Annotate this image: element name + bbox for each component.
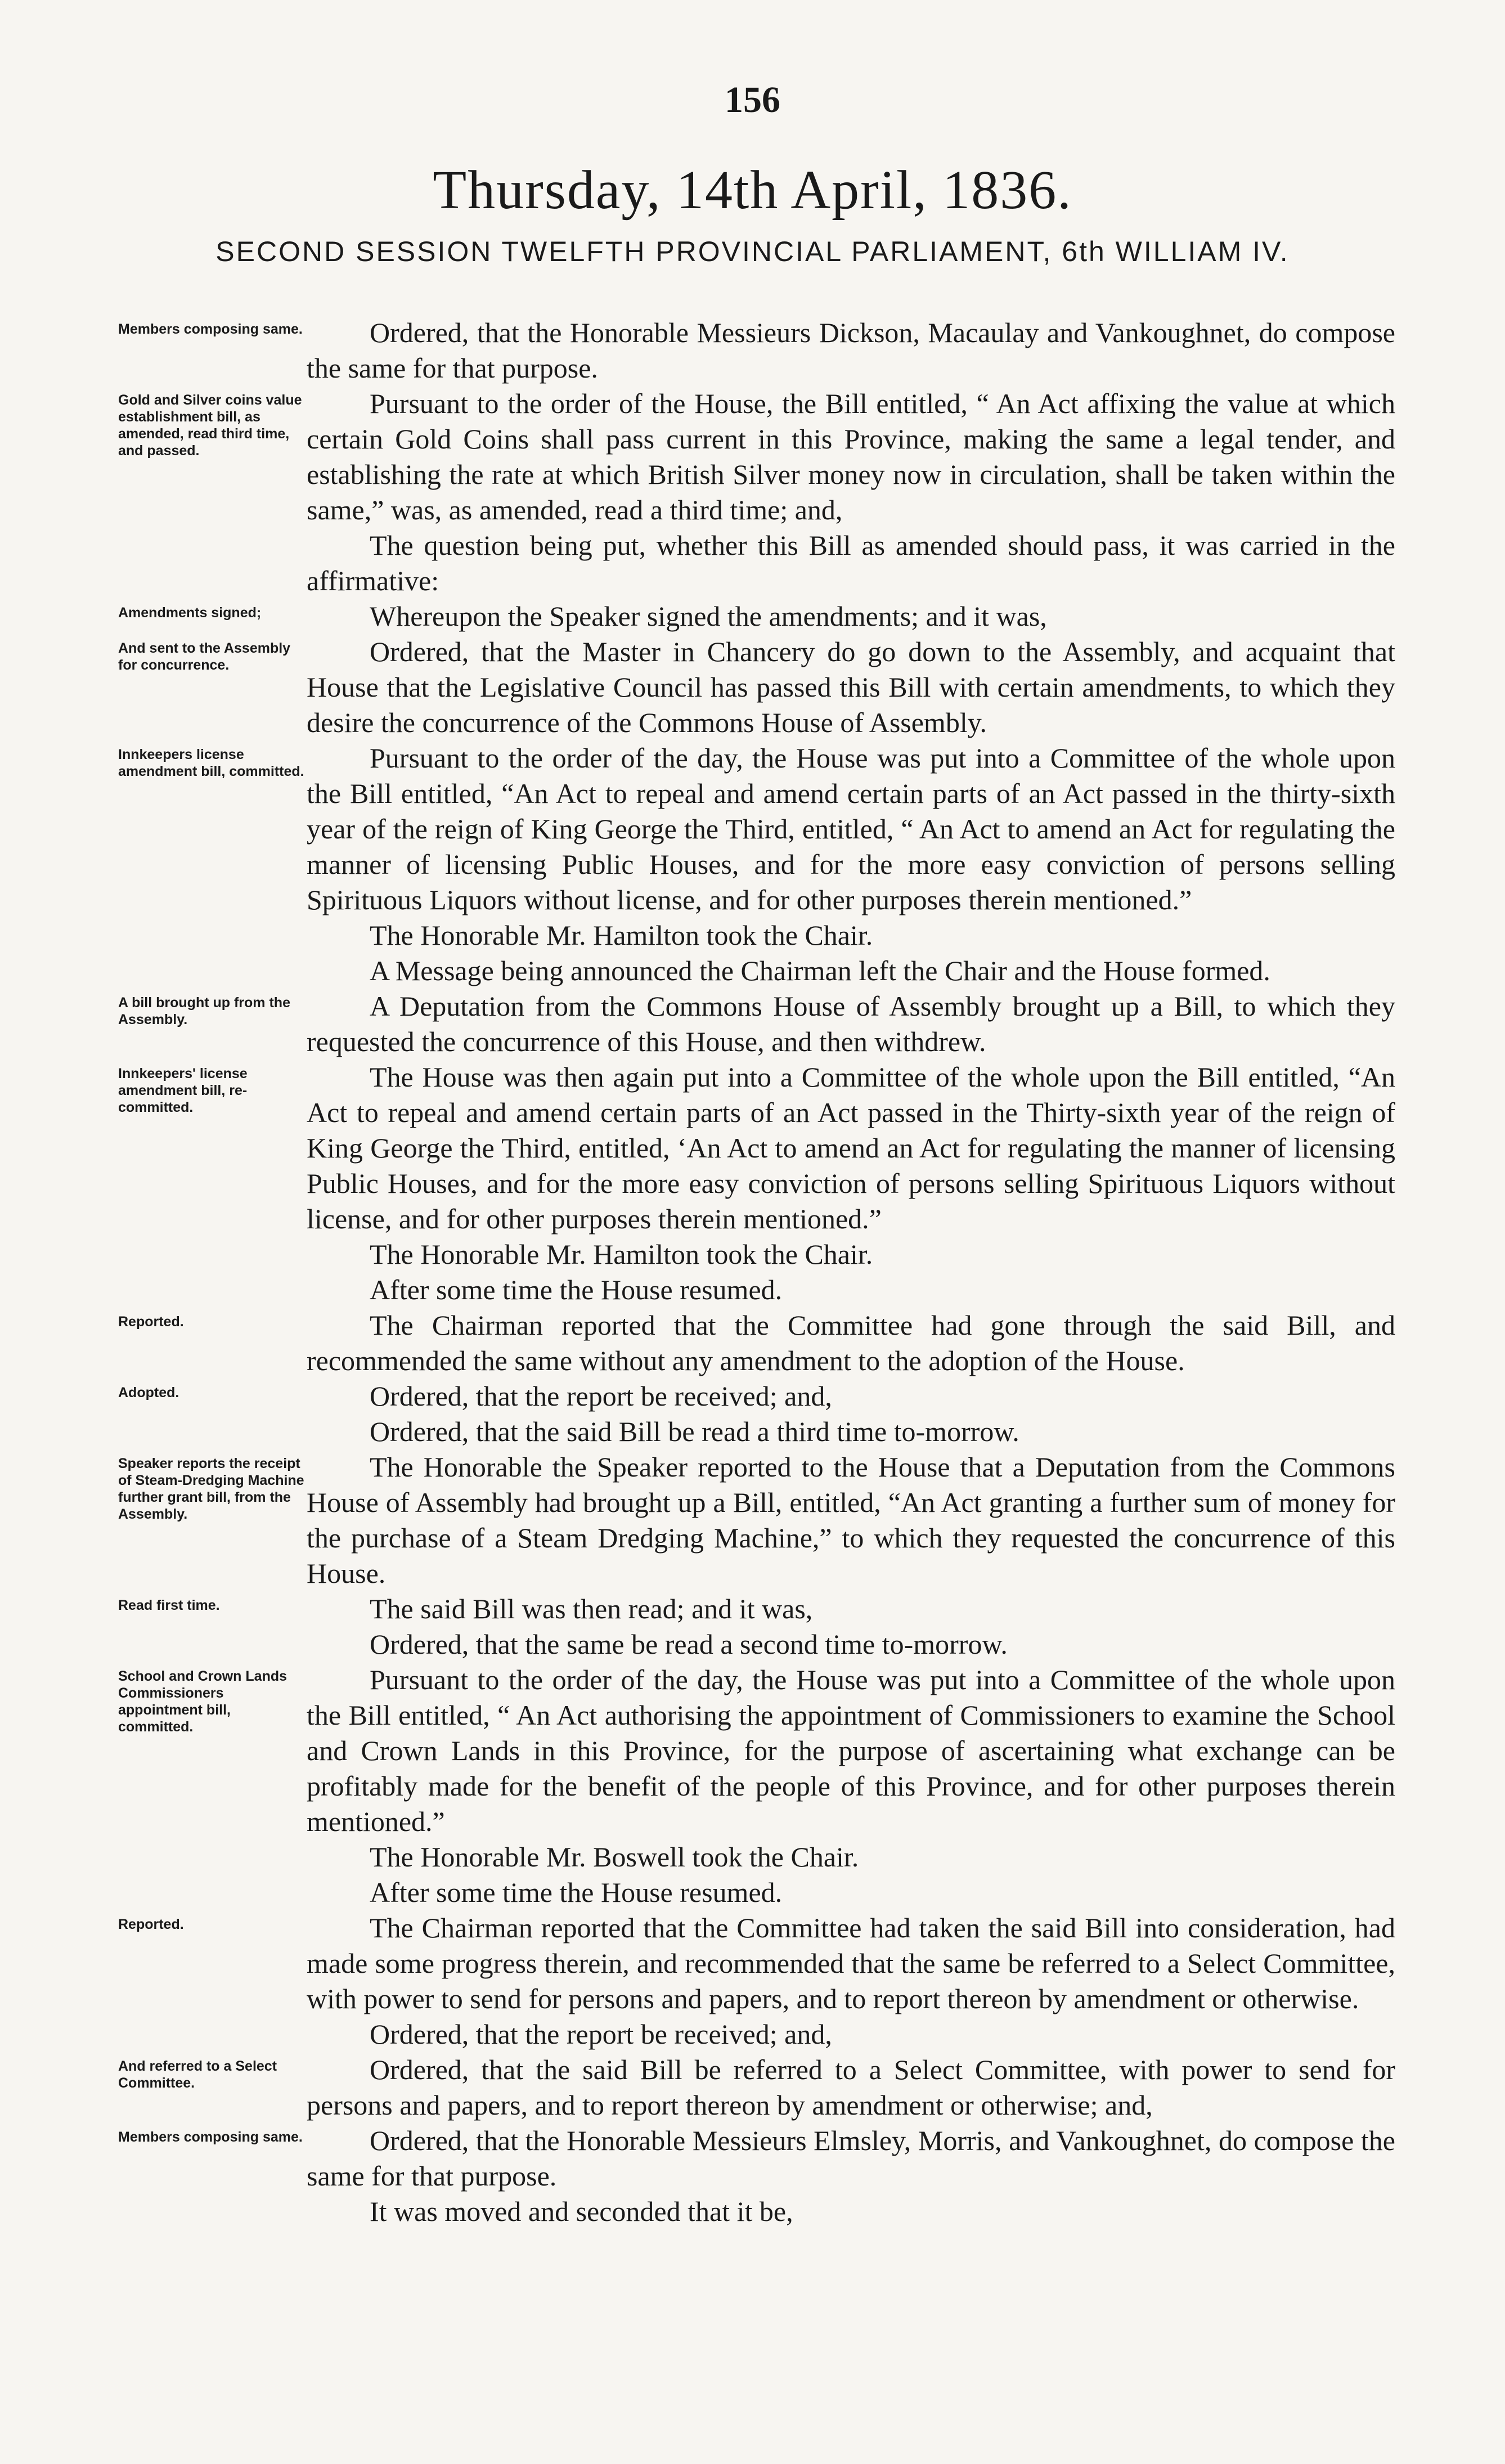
journal-body	[118, 315, 1395, 2228]
journal-entry	[118, 1237, 1395, 1272]
journal-entry	[118, 599, 1395, 634]
paragraph: The House was then again put into a Committee of the whole upon the Bill entitled, “An Act to repeal and amend certain parts of an Act passed in the Thirty-sixth year of the reign of King George the Third, entitled, ‘An Act to amend an Act for regulating the manner of licensing Public Houses, and for the more easy conviction of persons selling Spirituous Liquors without license, and for other purposes therein mentioned.”	[307, 1061, 1395, 1235]
margin-note: Innkeepers' license amendment bill, re-committed.	[118, 1066, 248, 1115]
journal-entry	[118, 1627, 1395, 1662]
margin-note: Members composing same.	[118, 2129, 303, 2145]
margin-note	[118, 528, 307, 533]
journal-entry	[118, 1272, 1395, 1308]
margin-note: Members composing same.	[118, 321, 303, 337]
margin-note	[118, 2194, 307, 2200]
margin-note: And sent to the Assembly for concurrence.	[118, 640, 291, 673]
paragraph: Ordered, that the said Bill be referred to a Select Committee, with power to send for persons and papers, and to report thereon by amendment or otherwise; and,	[307, 2054, 1395, 2121]
margin-note: Adopted.	[118, 1385, 179, 1401]
margin-note	[118, 953, 307, 959]
paragraph: Whereupon the Speaker signed the amendments; and it was,	[370, 600, 1047, 632]
paragraph: Ordered, that the Master in Chancery do go down to the Assembly, and acquaint that House that the Legislative Council has passed this Bill with certain amendments, to which they desire the concurrence of the Commons House of Assembly.	[307, 636, 1395, 738]
journal-entry	[118, 2194, 1395, 2229]
page-number: 156	[725, 79, 780, 120]
journal-entry	[118, 1414, 1395, 1449]
margin-note: Gold and Silver coins value establishment bill, as amended, read third time, and passed.	[118, 392, 302, 459]
session-heading: SECOND SESSION TWELFTH PROVINCIAL PARLIAMENT, 6th WILLIAM IV.	[215, 236, 1290, 267]
margin-note: Amendments signed;	[118, 605, 262, 621]
paragraph: A Message being announced the Chairman left the Chair and the House formed.	[370, 955, 1270, 986]
journal-entry	[118, 1910, 1395, 2017]
paragraph: Ordered, that the report be received; and,	[370, 1380, 832, 1412]
margin-note: Read first time.	[118, 1597, 220, 1613]
page-date: Thursday, 14th April, 1836.	[433, 160, 1072, 221]
journal-entry	[118, 1449, 1395, 1591]
journal-entry	[118, 386, 1395, 528]
journal-entry	[118, 1591, 1395, 1627]
paragraph: Ordered, that the Honorable Messieurs Elmsley, Morris, and Vankoughnet, do compose the same for that purpose.	[307, 2125, 1395, 2192]
paragraph: The Honorable Mr. Hamilton took the Chair.	[370, 1238, 873, 1270]
margin-note: Reported.	[118, 1314, 184, 1330]
paragraph: The Honorable Mr. Boswell took the Chair.	[370, 1841, 859, 1873]
paragraph: A Deputation from the Commons House of Assembly brought up a Bill, to which they requested the concurrence of this House, and then withdrew.	[307, 990, 1395, 1057]
paragraph: The Chairman reported that the Committee had taken the said Bill into consideration, had made some progress therein, and recommended that the same be referred to a Select Committee, with power to send for persons and papers, and to report thereon by amendment or otherwise.	[307, 1912, 1395, 2014]
margin-note	[118, 1627, 307, 1632]
journal-entry	[118, 740, 1395, 918]
margin-note	[118, 1237, 307, 1242]
journal-entry	[118, 315, 1395, 386]
paragraph: Pursuant to the order of the House, the Bill entitled, “ An Act affixing the value at which certain Gold Coins shall pass current in this Province, making the same a legal tender, and establishing the rate at which British Silver money now in circulation, shall be taken within the same,” was, as amended, read a third time; and,	[307, 388, 1395, 526]
margin-note	[118, 1272, 307, 1278]
journal-entry	[118, 1379, 1395, 1414]
margin-note	[118, 1414, 307, 1420]
paragraph: The Honorable the Speaker reported to the House that a Deputation from the Commons House of Assembly had brought up a Bill, entitled, “An Act granting a further sum of money for the purchase of a Steam Dredging Machine,” to which they requested the concurrence of this House.	[307, 1451, 1395, 1589]
journal-entry	[118, 2017, 1395, 2052]
margin-note	[118, 1875, 307, 1880]
paragraph: The question being put, whether this Bill as amended should pass, it was carried in the affirmative:	[307, 529, 1395, 596]
paragraph: Pursuant to the order of the day, the House was put into a Committee of the whole upon the Bill entitled, “ An Act authorising the appointment of Commissioners to examine the School and Crown Lands in this Province, for the purpose of ascertaining what exchange can be profitably made for the benefit of the people of this Province, and for other purposes therein mentioned.”	[307, 1664, 1395, 1837]
journal-entry	[118, 1875, 1395, 1910]
journal-entry	[118, 2123, 1395, 2194]
journal-entry	[118, 918, 1395, 953]
margin-note	[118, 1839, 307, 1845]
paragraph: Ordered, that the same be read a second time to-morrow.	[370, 1628, 1008, 1660]
journal-entry	[118, 634, 1395, 740]
paragraph: The Honorable Mr. Hamilton took the Chair.	[370, 919, 873, 951]
margin-note: And referred to a Select Committee.	[118, 2058, 277, 2091]
margin-note	[118, 2017, 307, 2022]
paragraph: Pursuant to the order of the day, the House was put into a Committee of the whole upon the Bill entitled, “An Act to repeal and amend certain parts of an Act passed in the thirty-sixth year of the reign of King George the Third, entitled, “ An Act to amend an Act for regulating the manner of licensing Public Houses, and for the more easy conviction of persons selling Spirituous Liquors without license, and for other purposes therein mentioned.”	[307, 742, 1395, 915]
journal-entry	[118, 1662, 1395, 1839]
paragraph: After some time the House resumed.	[370, 1274, 783, 1305]
journal-entry	[118, 953, 1395, 989]
paragraph: Ordered, that the Honorable Messieurs Dickson, Macaulay and Vankoughnet, do compose the same for that purpose.	[307, 317, 1395, 384]
journal-entry	[118, 989, 1395, 1060]
paragraph: After some time the House resumed.	[370, 1877, 783, 1908]
margin-note: Speaker reports the receipt of Steam-Dredging Machine further grant bill, from the Assembly.	[118, 1456, 304, 1522]
paragraph: Ordered, that the report be received; and,	[370, 2018, 832, 2050]
margin-note: School and Crown Lands Commissioners appointment bill, committed.	[118, 1668, 287, 1735]
margin-note: A bill brought up from the Assembly.	[118, 995, 290, 1027]
margin-note	[118, 918, 307, 923]
paragraph: The Chairman reported that the Committee had gone through the said Bill, and recommended the same without any amendment to the adoption of the House.	[307, 1309, 1395, 1376]
journal-entry	[118, 1308, 1395, 1379]
journal-entry	[118, 528, 1395, 599]
journal-entry	[118, 2052, 1395, 2123]
margin-note: Reported.	[118, 1917, 184, 1932]
margin-note: Innkeepers license amendment bill, committed.	[118, 747, 304, 779]
paragraph: The said Bill was then read; and it was,	[370, 1593, 813, 1624]
paragraph: Ordered, that the said Bill be read a third time to-morrow.	[370, 1416, 1019, 1447]
paragraph: It was moved and seconded that it be,	[370, 2196, 793, 2227]
journal-entry	[118, 1060, 1395, 1237]
journal-entry	[118, 1839, 1395, 1875]
